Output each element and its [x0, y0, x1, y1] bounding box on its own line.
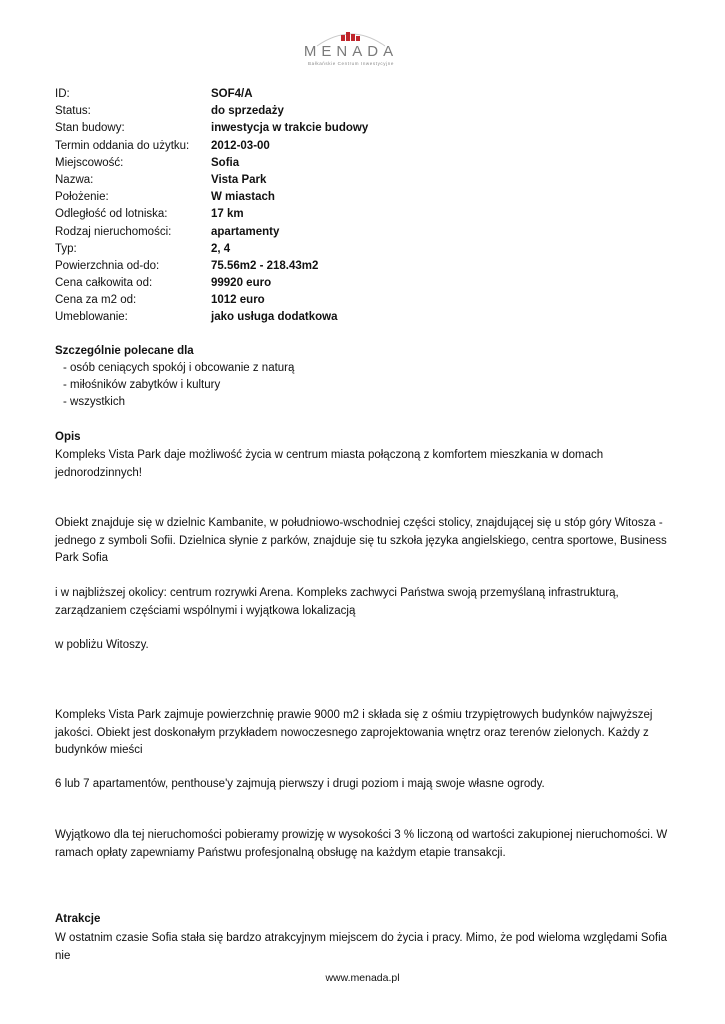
- description-paragraph: Obiekt znajduje się w dzielnic Kambanite, w południowo-wschodniej części stolicy, znajdującej się u stóp góry Witosza - jednego z symboli Sofii. Dzielnica słynie z parków, znajduje się tu szkoła języka angielskiego, centra sportowe, Business Park Sofia: [55, 517, 667, 565]
- list-item: - osób ceniących spokój i obcowanie z naturą: [63, 362, 295, 374]
- attr-value: jako usługa dodatkowa: [211, 311, 338, 324]
- recommended-list: [55, 360, 294, 412]
- attr-value: 99920 euro: [211, 277, 272, 290]
- menada-logo: [295, 26, 407, 70]
- description-heading: Opis: [55, 431, 81, 443]
- attr-value: inwestycja w trakcie budowy: [211, 122, 369, 135]
- attr-value: do sprzedaży: [211, 105, 284, 118]
- attr-label: Odległość od lotniska:: [55, 208, 168, 221]
- attr-value: 2012-03-00: [211, 139, 270, 152]
- attr-label: Miejscowość:: [55, 156, 124, 169]
- recommended-heading: Szczególnie polecane dla: [55, 345, 194, 357]
- attr-label: Typ:: [55, 242, 77, 255]
- description-paragraph: 6 lub 7 apartamentów, penthouse'y zajmują pierwszy i drugi poziom i mają swoje własne ogrody.: [55, 778, 545, 790]
- attr-value: Sofia: [211, 156, 240, 169]
- attr-label: Status:: [55, 105, 91, 118]
- attr-label: Powierzchnia od-do:: [55, 259, 160, 272]
- attr-label: Nazwa:: [55, 173, 94, 186]
- attr-value: Vista Park: [211, 173, 267, 186]
- attr-label: Umeblowanie:: [55, 311, 128, 324]
- logo-name: MENADA: [303, 43, 399, 60]
- attr-value: W miastach: [211, 191, 275, 204]
- attr-label: Rodzaj nieruchomości:: [55, 225, 172, 238]
- description-paragraph: Wyjątkowo dla tej nieruchomości pobieramy prowizję w wysokości 3 % liczoną od wartości zakupionej nieruchomości. W ramach opłaty zapewniamy Państwu profesjonalną obsługę na każdym etapie transakcji.: [55, 829, 668, 859]
- attr-label: Stan budowy:: [55, 122, 125, 135]
- description-paragraph: w pobliżu Witoszy.: [55, 639, 149, 651]
- attr-label: ID:: [55, 88, 70, 100]
- footer-url: www.menada.pl: [325, 972, 400, 984]
- description-paragraph: Kompleks Vista Park daje możliwość życia w centrum miasta połączoną z komfortem mieszkania w domach jednorodzinnych!: [55, 449, 604, 479]
- attr-value: SOF4/A: [211, 88, 253, 100]
- list-item: - wszystkich: [63, 396, 125, 409]
- attr-value: 75.56m2 - 218.43m2: [211, 259, 319, 272]
- attr-value: 2, 4: [211, 242, 231, 255]
- description-paragraph: i w najbliższej okolicy: centrum rozrywki Arena. Kompleks zachwyci Państwa swoją przemyślaną infrastrukturą, zarządzaniem częściami wspólnymi i wyjątkowa lokalizacją: [55, 587, 619, 617]
- attractions-paragraph: W ostatnim czasie Sofia stała się bardzo atrakcyjnym miejscem do życia i pracy. Mimo, że pod wieloma względami Sofia nie: [55, 932, 668, 962]
- attr-label: Cena całkowita od:: [55, 277, 153, 290]
- attractions-heading: Atrakcje: [55, 913, 101, 925]
- attr-value: 17 km: [211, 208, 244, 221]
- logo-tagline: Bałkańskie Centrum Inwestycyjne: [308, 61, 394, 66]
- attr-value: 1012 euro: [211, 294, 265, 307]
- attr-label: Położenie:: [55, 191, 109, 204]
- list-item: - miłośników zabytków i kultury: [63, 379, 221, 392]
- attr-label: Termin oddania do użytku:: [55, 139, 190, 152]
- attr-value: apartamenty: [211, 225, 280, 238]
- description-paragraph: Kompleks Vista Park zajmuje powierzchnię prawie 9000 m2 i składa się z ośmiu trzypiętrowych budynków najwyższej jakości. Obiekt jest doskonałym przykładem nowoczesnego zaprojektowania wnętrz oraz terenów zielonych. Każdy z budynków mieści: [55, 709, 653, 757]
- attr-label: Cena za m2 od:: [55, 294, 137, 307]
